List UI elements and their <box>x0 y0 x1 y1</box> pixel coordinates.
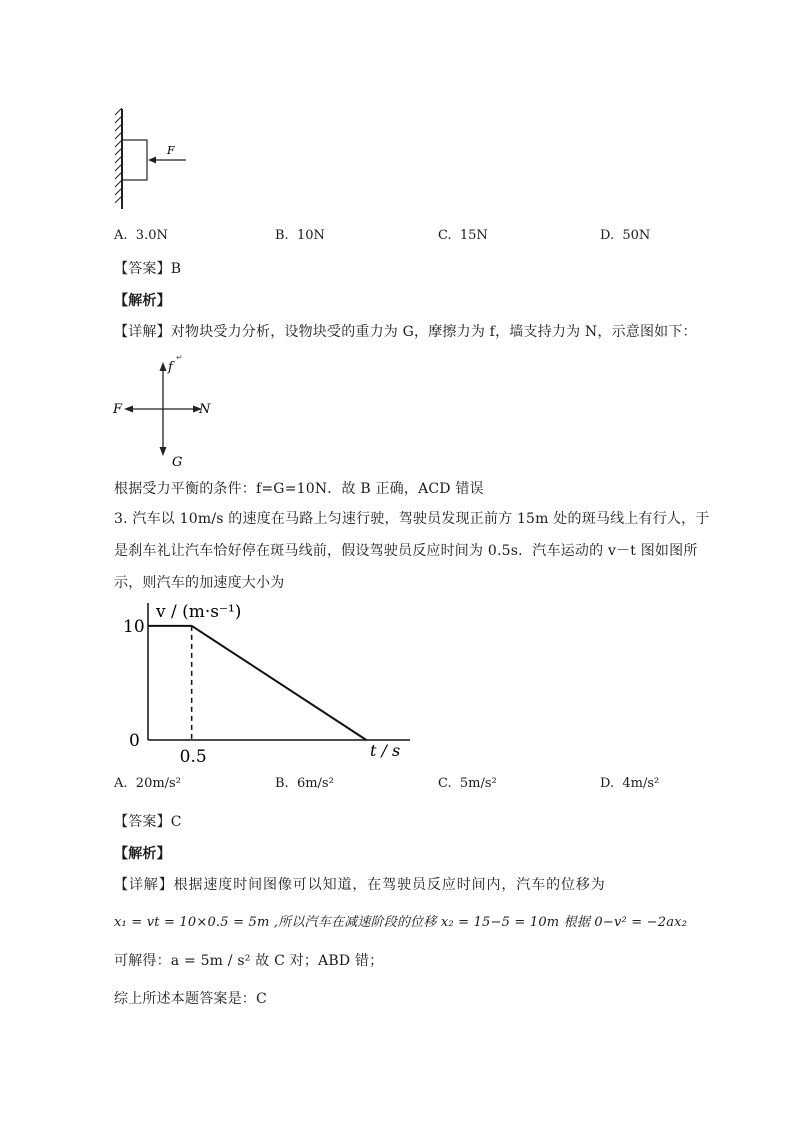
q3-option-b: B. 6m/s² <box>275 776 334 791</box>
vt-chart <box>110 595 420 765</box>
force-G-label: G <box>172 455 183 470</box>
q2-option-c: C. 15N <box>438 228 488 243</box>
q2-analysis-heading: 【解析】 <box>114 293 171 309</box>
block <box>122 140 147 180</box>
x-axis-label: t / s <box>370 741 401 760</box>
force-f-label: f <box>168 360 173 375</box>
block-wall-figure <box>110 105 200 215</box>
q2-answer: 【答案】B <box>114 261 182 277</box>
y-tick-label: 10 <box>123 616 145 637</box>
q3-answer: 【答案】C <box>114 814 182 830</box>
q2-option-b: B. 10N <box>275 228 325 243</box>
q3-stem-line1: 3. 汽车以 10m/s 的速度在马路上匀速行驶，驾驶员发现正前方 15m 处的斑马线上有行人，于 <box>114 511 710 527</box>
q2-option-d: D. 50N <box>600 228 651 243</box>
force-N-label: N <box>199 402 211 417</box>
force-F-label: F <box>113 402 123 417</box>
q2-option-a: A. 3.0N <box>114 228 168 243</box>
q3-detail-line3: 可解得：a = 5m / s² 故 C 对；ABD 错； <box>114 953 384 969</box>
series-line <box>148 626 366 740</box>
force-label: F <box>167 144 175 157</box>
q2-conclusion: 根据受力平衡的条件：f=G=10N．故 B 正确，ACD 错误 <box>114 481 484 497</box>
y-axis-label: v / (m·s⁻¹) <box>156 602 242 622</box>
q3-detail-line2: x₁ = vt = 10×0.5 = 5m ,所以汽车在减速阶段的位移 x₂ = 15−5 = 10m 根据 0−v² = −2ax₂ <box>114 915 688 930</box>
q3-option-c: C. 5m/s² <box>438 776 497 791</box>
q3-analysis-heading: 【解析】 <box>114 846 171 862</box>
return-mark: ↵ <box>176 353 183 362</box>
q2-detail: 【详解】对物块受力分析，设物块受的重力为 G，摩擦力为 f，墙支持力为 N，示意图如下： <box>114 324 697 340</box>
q3-option-d: D. 4m/s² <box>600 776 660 791</box>
x-tick-label: 0.5 <box>179 747 207 767</box>
q3-stem-line3: 示，则汽车的加速度大小为 <box>114 575 285 591</box>
q3-option-a: A. 20m/s² <box>114 776 181 791</box>
force-diagram <box>110 350 220 470</box>
q3-detail-line1: 【详解】根据速度时间图像可以知道，在驾驶员反应时间内，汽车的位移为 <box>114 877 606 893</box>
q3-stem-line2: 是刹车礼让汽车恰好停在斑马线前，假设驾驶员反应时间为 0.5s．汽车运动的 v－t 图如图所 <box>114 543 698 559</box>
y-tick-label: 0 <box>129 731 140 751</box>
q3-summary: 综上所述本题答案是：C <box>114 991 267 1007</box>
